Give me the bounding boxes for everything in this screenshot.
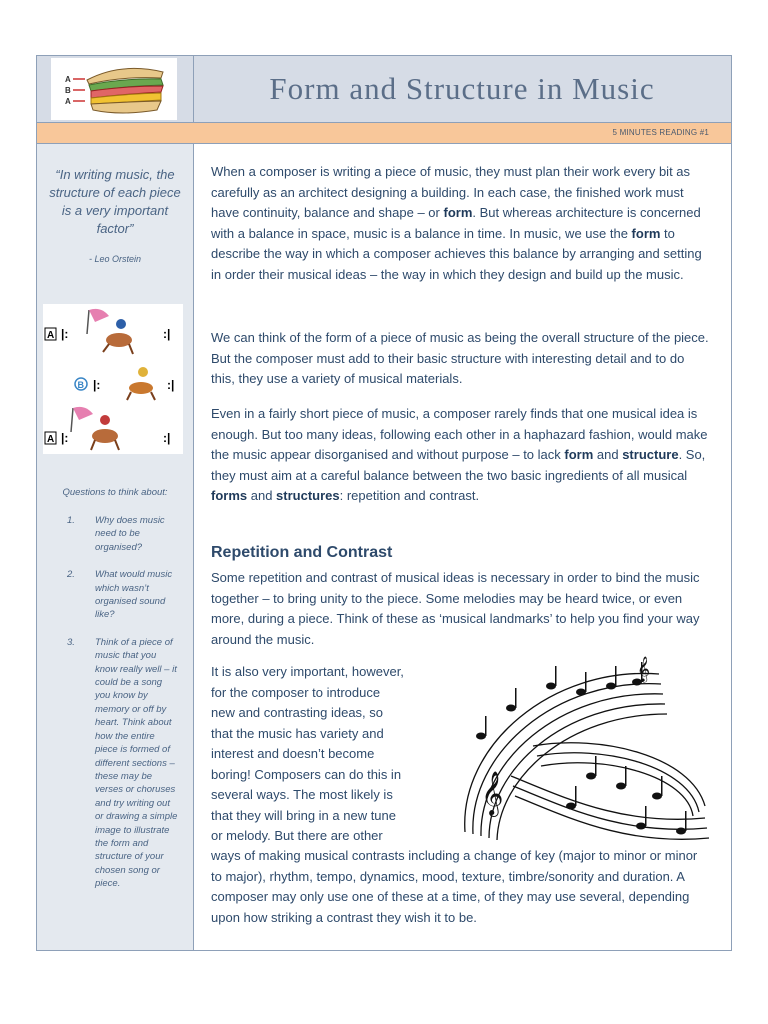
paragraph-5-line: several ways. The most likely is xyxy=(211,787,393,802)
question-number: 1. xyxy=(67,515,75,526)
logo-letter-a1: A xyxy=(65,75,71,84)
form-row-a2-start: |: xyxy=(61,431,69,445)
svg-text:𝄞: 𝄞 xyxy=(637,657,651,682)
question-number: 2. xyxy=(67,569,75,581)
question-text: What would music which wasn’t organised sound like? xyxy=(95,569,173,621)
question-text: Why does music need to be organised? xyxy=(95,515,165,553)
paragraph-1: When a composer is writing a piece of music, they must plan their work every bit as carefully as an architect designing a building. In each case, the finished work must have continuity, balance and shape – or form. But whereas architecture is concerned with a balance in space, music is a balance in time. In music, we use the form to describe the way in which a composer achieves this balance by arranging and setting in order their musical ideas – the way in which they design and build up the music. xyxy=(211,164,702,282)
svg-text:𝄞: 𝄞 xyxy=(481,771,504,815)
question-item xyxy=(37,636,193,891)
form-row-a2-letter: A xyxy=(47,434,55,445)
paragraph-5-line: It is also very important, however, xyxy=(211,664,404,679)
sidebar-divider xyxy=(193,144,194,950)
form-row-a1-end: :| xyxy=(163,327,171,341)
paragraph-5-line: that the music has variety and xyxy=(211,725,384,741)
header xyxy=(37,56,731,123)
logo-letter-a2: A xyxy=(65,97,71,106)
paragraph-3: Even in a fairly short piece of music, a composer rarely finds that one musical idea is enough. But too many ideas, following each other in a haphazard fashion, would make the music appear disorganised and without purpose – to lack form and structure. So, they must aim at a careful balance between the two basic ingredients of all musical forms and structures: repetition and contrast. xyxy=(211,406,708,503)
paragraph-5-rest: ways of making musical contrasts including a change of key (major to minor or minor to major), rhythm, tempo, dynamics, mood, texture, timbre/sonority and duration. A composer may only use one of these at a time, of they may use several, depending upon how striking a contrast they wish it to be. xyxy=(211,848,698,925)
form-row-a1-letter: A xyxy=(47,330,55,341)
page-title: Form and Structure in Music xyxy=(269,71,655,106)
document-page xyxy=(36,55,732,951)
form-diagram-image xyxy=(43,304,183,454)
questions-title: Questions to think about: xyxy=(62,487,168,498)
quote-author: - Leo Orstein xyxy=(88,254,142,264)
question-text: Think of a piece of music that you know really well – it could be a song you know by memory or off by heart. Think about how the entire piece is formed of different sections – these may be verses or choruses and try writing out or drawing a simple image to illustrate the form and structure of your chosen song or piece. xyxy=(95,636,178,890)
sidebar xyxy=(37,144,193,950)
paragraph-4: Some repetition and contrast of musical ideas is necessary in order to bind the music together – to bring unity to the piece. Some melodies may be heard twice, or even more, during a piece. Think of these as ‘musical landmarks’ to help you find your way around the music. xyxy=(211,570,700,647)
paragraph-5-line: that they will bring in a new tune xyxy=(211,807,396,823)
form-row-b-letter: B xyxy=(77,380,84,390)
question-item xyxy=(37,514,193,554)
section-heading: Repetition and Contrast xyxy=(211,544,393,561)
paragraph-5-line: boring! Composers can do this in xyxy=(211,766,402,782)
form-row-a2-end: :| xyxy=(163,431,171,445)
music-staff-image xyxy=(441,656,741,846)
paragraph-5-wrap xyxy=(211,662,441,847)
reading-bar xyxy=(37,123,731,144)
form-row-b-end: :| xyxy=(167,378,175,392)
paragraph-5-line: new and contrasting ideas, so xyxy=(211,705,383,720)
questions-list xyxy=(37,514,193,891)
form-row-b-start: |: xyxy=(93,378,101,392)
reading-label: 5 MINUTES READING #1 xyxy=(612,128,709,137)
paragraph-5-line: for the composer to introduce xyxy=(211,684,381,700)
paragraph-5-line: or melody. But there are other xyxy=(211,828,383,843)
question-number: 3. xyxy=(67,636,75,648)
paragraph-5-line: interest and doesn’t become xyxy=(211,746,375,761)
sidebar-quote: “In writing music, the structure of each piece is a very important factor” xyxy=(49,167,181,236)
question-item xyxy=(37,568,193,622)
sandwich-logo xyxy=(51,58,177,120)
logo-letter-b: B xyxy=(65,86,71,95)
form-row-a1-start: |: xyxy=(61,327,69,341)
paragraph-2: We can think of the form of a piece of music as being the overall structure of the piece. But the composer must add to their basic structure with interesting detail and to do this, they use a variety of musical materials. xyxy=(211,330,709,386)
